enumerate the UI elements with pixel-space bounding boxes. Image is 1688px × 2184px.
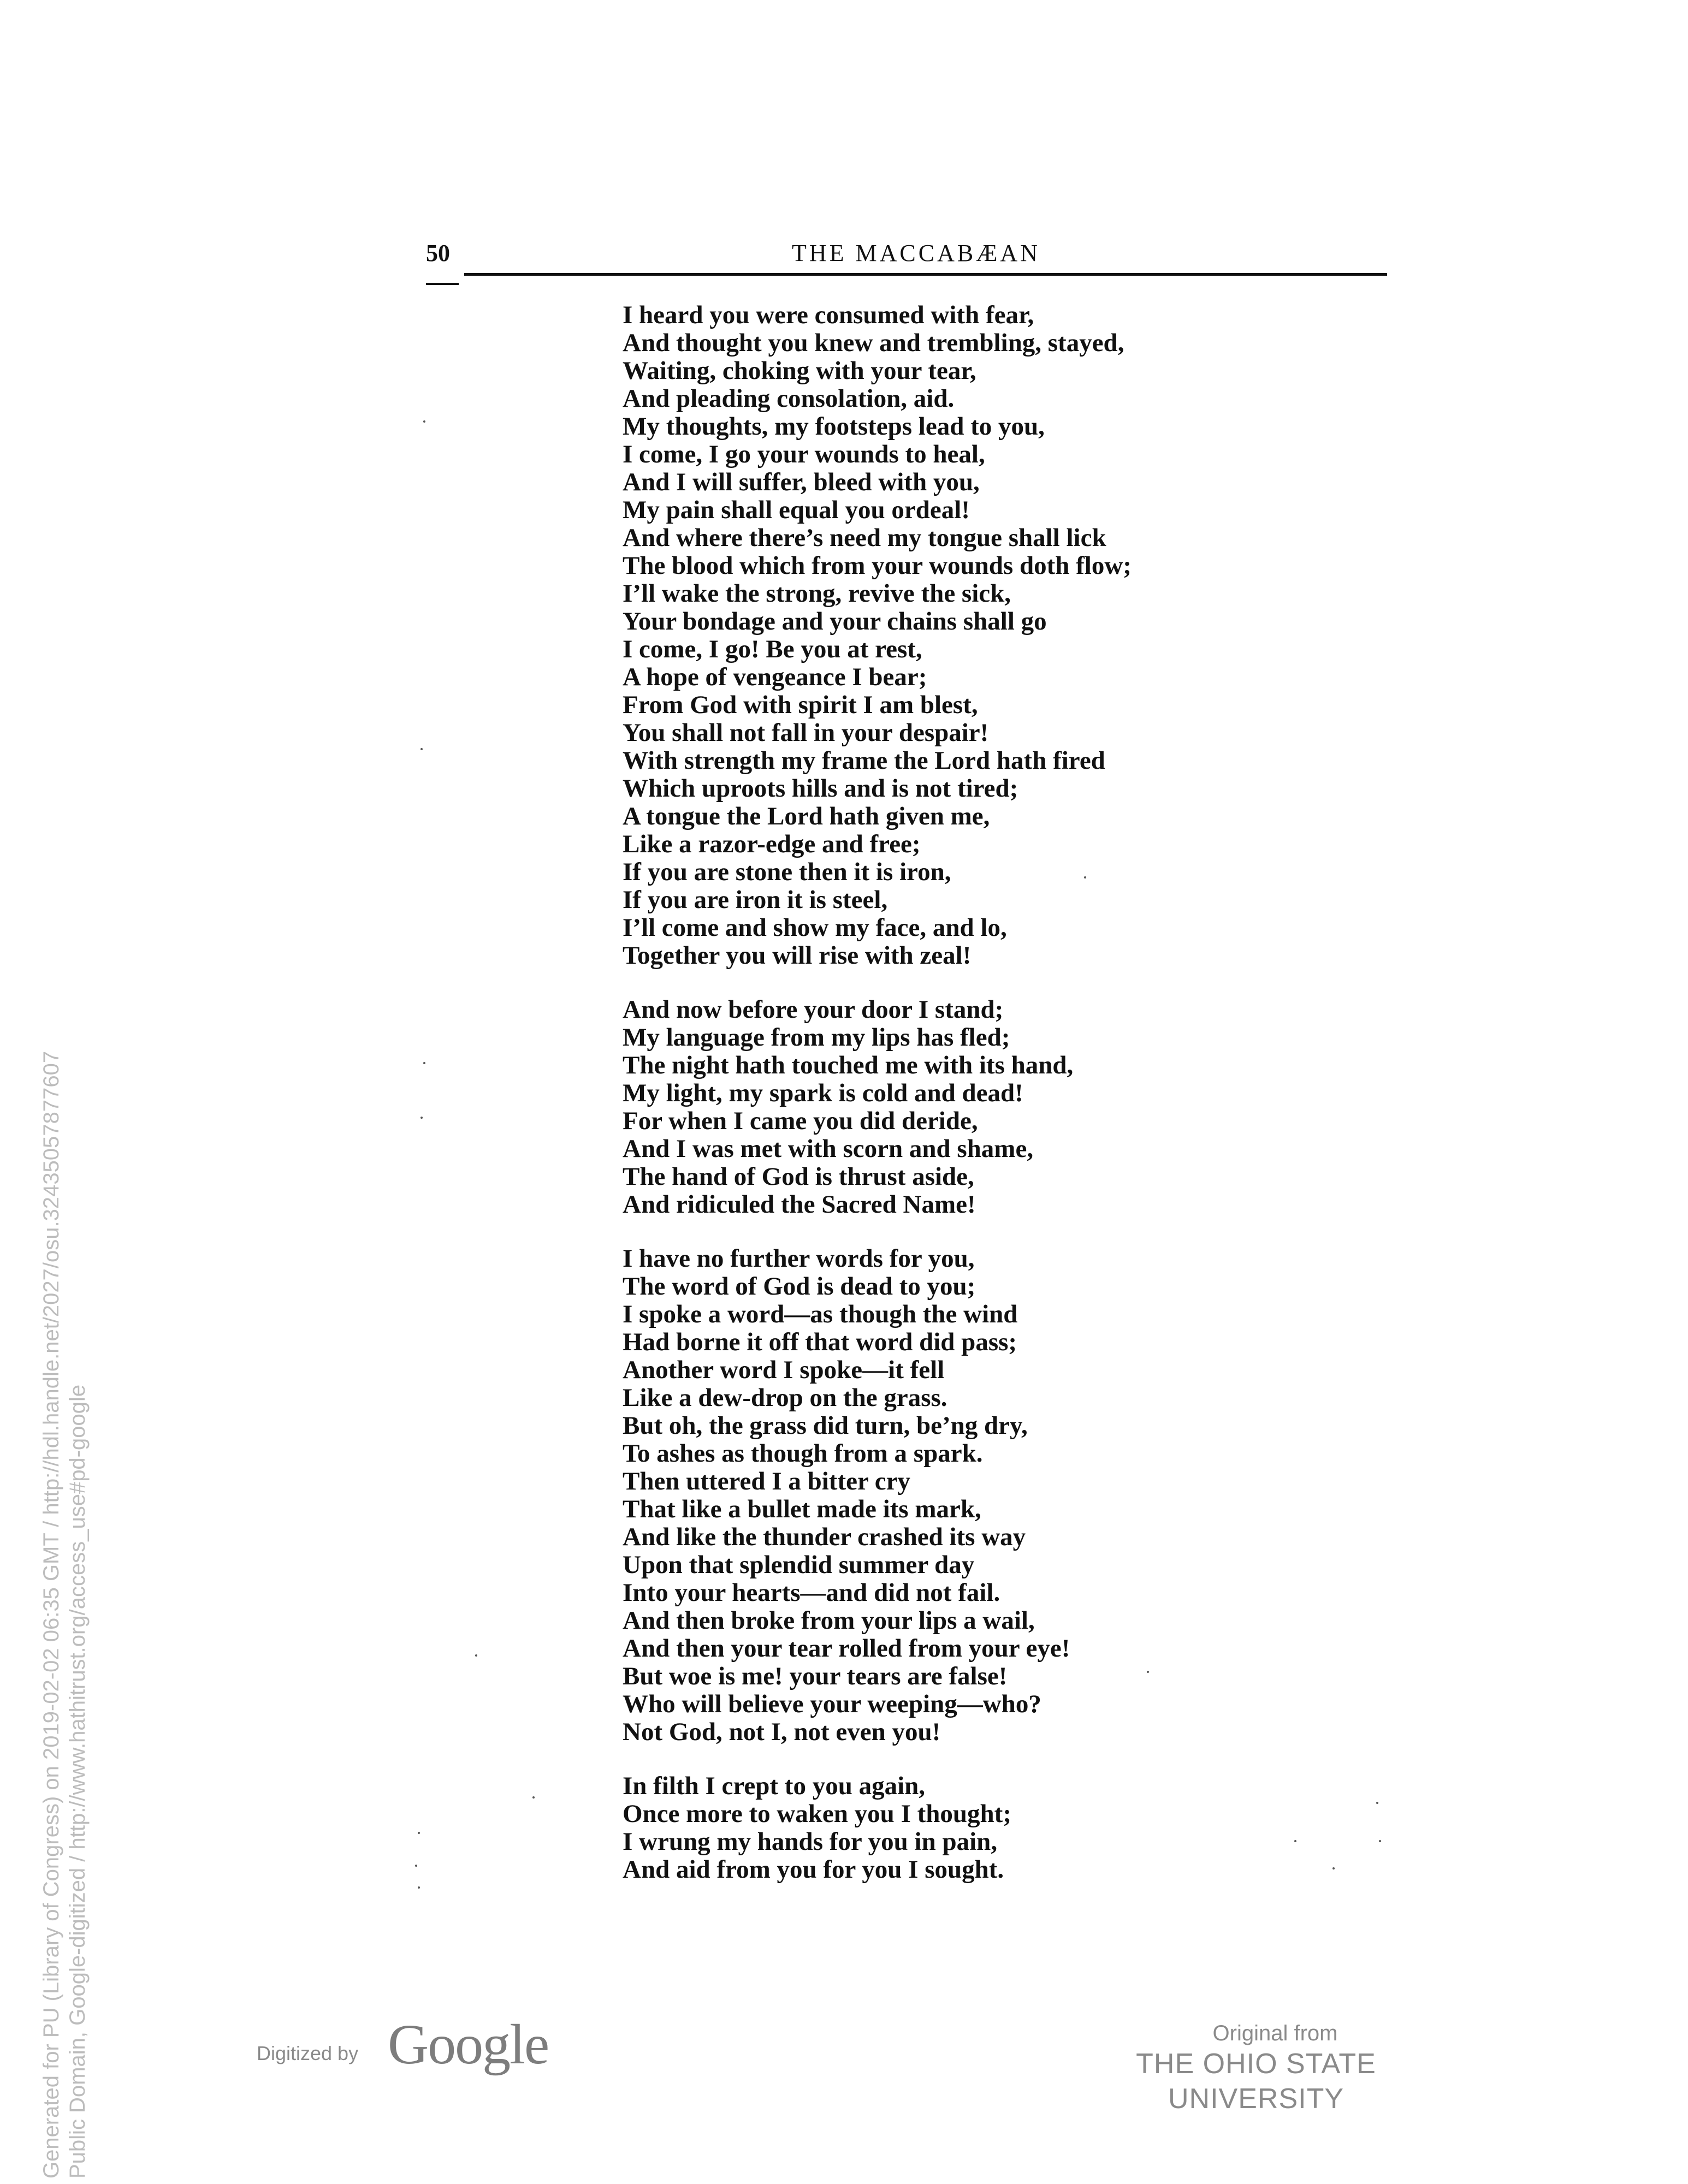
poem-line: Not God, not I, not even you! — [623, 1718, 941, 1746]
poem-line: A hope of vengeance I bear; — [623, 663, 927, 691]
poem-line: A tongue the Lord hath given me, — [623, 802, 990, 830]
stanza — [623, 996, 1322, 1219]
scan-speck — [475, 1654, 477, 1657]
poem-line: Then uttered I a bitter cry — [623, 1467, 910, 1495]
poem-line: Which uproots hills and is not tired; — [623, 774, 1018, 803]
poem-line: Upon that splendid summer day — [623, 1551, 975, 1579]
poem-line: Like a razor-edge and free; — [623, 830, 921, 858]
poem-line: The hand of God is thrust aside, — [623, 1162, 974, 1191]
original-from-block — [1065, 2020, 1447, 2115]
poem-line: If you are iron it is steel, — [623, 886, 888, 914]
page-number: 50 — [426, 240, 450, 266]
institution-name: THE OHIO STATE UNIVERSITY — [1136, 2048, 1376, 2115]
poem-line: Into your hearts—and did not fail. — [623, 1578, 1000, 1607]
scan-speck — [1379, 1840, 1381, 1842]
poem-line: I wrung my hands for you in pain, — [623, 1827, 998, 1856]
scan-speck — [1376, 1802, 1378, 1804]
stanza — [623, 301, 1322, 970]
poem-line: My language from my lips has fled; — [623, 1023, 1010, 1052]
poem-line: The word of God is dead to you; — [623, 1272, 976, 1301]
poem-line: I have no further words for you, — [623, 1244, 975, 1273]
scan-speck — [420, 748, 423, 750]
poem-line: Waiting, choking with your tear, — [623, 357, 976, 385]
google-logo: Google — [388, 2013, 549, 2076]
poem-line: From God with spirit I am blest, — [623, 691, 978, 719]
poem-line: And I was met with scorn and shame, — [623, 1135, 1034, 1163]
poem-line: And like the thunder crashed its way — [623, 1523, 1026, 1551]
poem-line: And then broke from your lips a wail, — [623, 1606, 1035, 1635]
poem-line: I come, I go! Be you at rest, — [623, 635, 922, 663]
poem-line: I come, I go your wounds to heal, — [623, 440, 985, 468]
poem-line: I heard you were consumed with fear, — [623, 301, 1034, 329]
poem-line: But woe is me! your tears are false! — [623, 1662, 1008, 1690]
scan-speck — [415, 1865, 417, 1867]
running-head — [426, 239, 1387, 277]
digitized-by-google — [257, 2012, 584, 2078]
poem-line: If you are stone then it is iron, — [623, 858, 951, 886]
poem-line: The blood which from your wounds doth flow; — [623, 551, 1132, 580]
poem-line: You shall not fall in your despair! — [623, 719, 989, 747]
original-from-label: Original from — [1212, 2021, 1338, 2045]
scan-speck — [1084, 876, 1086, 879]
scan-speck — [418, 1832, 420, 1834]
stanza — [623, 1772, 1322, 1884]
scan-speck — [532, 1796, 535, 1799]
hathitrust-watermark — [38, 824, 91, 2179]
poem-line: My pain shall equal you ordeal! — [623, 496, 970, 524]
digitized-by-label: Digitized by — [257, 2042, 359, 2064]
running-title: THE MACCABÆAN — [792, 240, 1040, 266]
watermark-line-1: Generated for PU (Library of Congress) on 2019-02-02 06:35 GMT / http://hdl.handle.net/2027/osu.32435057877607 — [39, 1051, 63, 2179]
poem-line: Who will believe your weeping—who? — [623, 1690, 1041, 1718]
scan-speck — [418, 1886, 420, 1889]
poem-line: And then your tear rolled from your eye! — [623, 1634, 1070, 1663]
poem-line: I’ll come and show my face, and lo, — [623, 913, 1007, 942]
scan-speck — [1332, 1867, 1335, 1870]
stanza — [623, 1245, 1322, 1746]
poem-line: And where there’s need my tongue shall lick — [623, 524, 1106, 552]
scan-speck — [423, 420, 425, 423]
poem-line: And ridiculed the Sacred Name! — [623, 1190, 976, 1219]
scan-speck — [420, 1117, 423, 1119]
poem-line: With strength my frame the Lord hath fired — [623, 746, 1105, 775]
poem-line: Another word I spoke—it fell — [623, 1356, 945, 1384]
poem-line: The night hath touched me with its hand, — [623, 1051, 1074, 1079]
poem-line: I’ll wake the strong, revive the sick, — [623, 579, 1011, 608]
scan-speck — [423, 1062, 425, 1064]
header-rule-short — [426, 283, 459, 285]
poem-line: And thought you knew and trembling, stayed, — [623, 329, 1124, 357]
poem-body — [623, 301, 1322, 1910]
poem-line: My light, my spark is cold and dead! — [623, 1079, 1023, 1107]
poem-line: For when I came you did deride, — [623, 1107, 978, 1135]
poem-line: Your bondage and your chains shall go — [623, 607, 1047, 636]
poem-line: My thoughts, my footsteps lead to you, — [623, 412, 1045, 441]
scan-speck — [1294, 1840, 1296, 1842]
poem-line: And aid from you for you I sought. — [623, 1855, 1004, 1884]
poem-line: But oh, the grass did turn, be’ng dry, — [623, 1411, 1028, 1440]
poem-line: And now before your door I stand; — [623, 995, 1004, 1024]
poem-line: And I will suffer, bleed with you, — [623, 468, 980, 496]
poem-line: In filth I crept to you again, — [623, 1772, 926, 1800]
poem-line: Together you will rise with zeal! — [623, 941, 972, 970]
poem-line: Once more to waken you I thought; — [623, 1800, 1011, 1828]
poem-line: Like a dew-drop on the grass. — [623, 1384, 947, 1412]
scan-speck — [1147, 1671, 1149, 1673]
watermark-line-2: Public Domain, Google-digitized / http://www.hathitrust.org/access_use#pd-google — [66, 1384, 90, 2179]
poem-line: Had borne it off that word did pass; — [623, 1328, 1017, 1356]
poem-line: To ashes as though from a spark. — [623, 1439, 983, 1468]
poem-line: That like a bullet made its mark, — [623, 1495, 981, 1523]
poem-line: I spoke a word—as though the wind — [623, 1300, 1018, 1328]
header-rule — [464, 273, 1387, 276]
poem-line: And pleading consolation, aid. — [623, 384, 955, 413]
